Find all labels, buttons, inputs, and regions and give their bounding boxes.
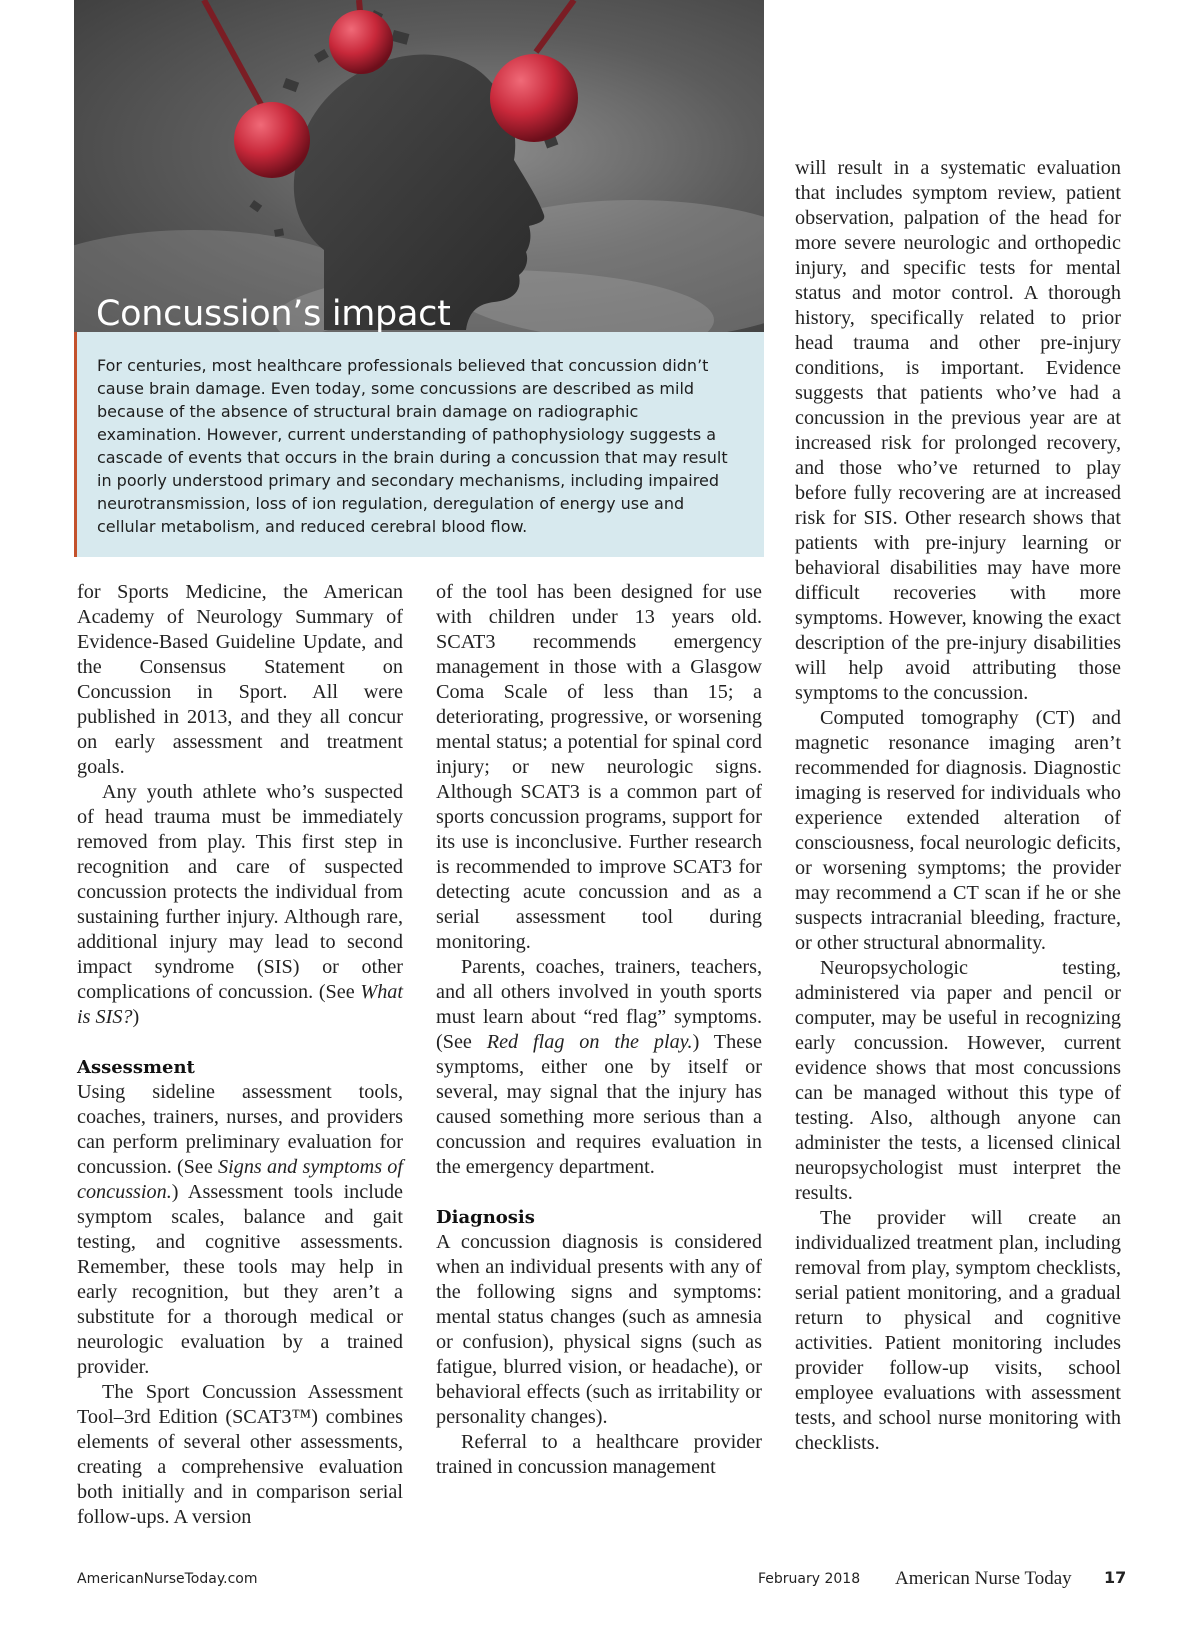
text-run: ) <box>132 1006 140 1028</box>
article-column-2 <box>436 580 762 1480</box>
wrecking-ball-right <box>490 54 578 142</box>
col2-paragraph-2 <box>436 955 762 1180</box>
sidebar-title: Concussion’s impact <box>96 294 451 332</box>
text-run: Using sideline assessment tools, coaches, trainers, nurses, and providers can perform preliminary evaluation for concussion. (See <box>77 1081 403 1178</box>
page-number: 17 <box>1104 1568 1127 1587</box>
cross-reference: Signs and symptoms of concussion. <box>77 1156 403 1203</box>
col3-paragraph-2: Computed tomography (CT) and magnetic resonance imaging aren’t recommended for diagnosis. Diagnostic imaging is reserved for individuals who experience extended alteration of consciousness, focal neurologic deficits, or worsening symptoms; the provider may recommend a CT scan if he or she suspects intracranial bleeding, fracture, or other structural abnormality. <box>795 707 1121 954</box>
heading-diagnosis: Diagnosis <box>436 1207 535 1228</box>
article-column-3 <box>795 156 1121 1456</box>
text-run: Parents, coaches, trainers, teachers, and all others involved in youth sports must learn about “red flag” symptoms. (See <box>436 956 762 1053</box>
col2-paragraph-1: of the tool has been designed for use with children under 13 years old. SCAT3 recommends emergency management in those with a Glasgow Coma Scale of less than 15; a deteriorating, progressive, or worsening mental status; a potential for spinal cord injury; or new neurologic signs. Although SCAT3 is a common part of sports concussion programs, support for its use is inconclusive. Further research is recommended to improve SCAT3 for detecting acute concussion and as a serial assessment tool during monitoring. <box>436 581 762 953</box>
hero-illustration <box>74 0 764 332</box>
cross-reference: Red flag on the play. <box>486 1031 693 1053</box>
col2-paragraph-4: Referral to a healthcare provider trained in concussion management <box>436 1431 762 1478</box>
col1-paragraph-3 <box>77 1080 403 1380</box>
sidebar-body: For centuries, most healthcare professionals believed that concussion didn’t cause brain damage. Even today, some concussions are described as mild because of the absence of structural brain damage on radiographic examination. However, current understanding of pathophysiology suggests a cascade of events that occurs in the brain during a concussion that may result in poorly understood primary and secondary mechanisms, including impaired neurotransmission, loss of ion regulation, deregulation of energy use and cellular metabolism, and reduced cerebral blood flow. <box>97 356 728 536</box>
col2-paragraph-3: A concussion diagnosis is considered when an individual presents with any of the following signs and symptoms: mental status changes (such as amnesia or confusion), physical signs (such as fatigue, blurred vision, or headache), or behavioral effects (such as irritability or personality changes). <box>436 1231 762 1428</box>
col3-paragraph-4: The provider will create an individualized treatment plan, including removal from play, symptom checklists, serial patient monitoring, and a gradual return to physical and cognitive activities. Patient monitoring includes provider follow-up visits, school employee evaluations with assessment tests, and school nurse monitoring with checklists. <box>795 1207 1121 1454</box>
col1-paragraph-2 <box>77 780 403 1030</box>
col1-paragraph-1: for Sports Medicine, the American Academy of Neurology Summary of Evidence-Based Guideline Update, and the Consensus Statement on Concussion in Sport. All were published in 2013, and they all concur on early assessment and treatment goals. <box>77 581 403 778</box>
sidebar-callout <box>74 332 764 557</box>
wrecking-ball-top <box>329 10 393 74</box>
col3-paragraph-1: will result in a systematic evaluation that includes symptom review, patient observation, palpation of the head for more severe neurologic and orthopedic injury, and specific tests for mental status and motor control. A thorough history, specifically related to prior head trauma and other pre-injury conditions, is important. Evidence suggests that patients who’ve had a concussion in the previous year are at increased risk for prolonged recovery, and those who’ve returned to play before fully recovering are at increased risk for SIS. Other research shows that patients with pre-injury learning or behavioral disabilities may have more difficult recoveries with more symptoms. However, knowing the exact description of the pre-injury disabilities will help avoid attributing those symptoms to the concussion. <box>795 157 1121 704</box>
article-column-1 <box>77 580 403 1530</box>
wrecking-ball-left <box>234 102 310 178</box>
footer-date: February 2018 <box>758 1571 861 1587</box>
footer-magazine-name: American Nurse Today <box>895 1568 1072 1589</box>
cross-reference: What is SIS? <box>77 981 403 1028</box>
text-run: ) These symptoms, either one by itself or several, may signal that the injury has caused something more serious than a concussion and requires evaluation in the emergency department. <box>436 1031 762 1178</box>
col3-paragraph-3: Neuropsychologic testing, administered via paper and pencil or computer, may be useful in recognizing early concussion. However, current evidence shows that most concussions can be managed without this type of testing. Also, although anyone can administer the tests, a licensed clinical neuropsychologist must interpret the results. <box>795 957 1121 1204</box>
text-run: ) Assessment tools include symptom scales, balance and gait testing, and cognitive assessments. Remember, these tools may help in early recognition, but they aren’t a substitute for a thorough medical or neurologic evaluation by a trained provider. <box>77 1181 403 1378</box>
text-run: Any youth athlete who’s suspected of head trauma must be immediately removed from play. This first step in recognition and care of suspected concussion protects the individual from sustaining further injury. Although rare, additional injury may lead to second impact syndrome (SIS) or other complications of concussion. (See <box>77 781 403 1003</box>
footer-website: AmericanNurseToday.com <box>77 1571 258 1587</box>
concussion-illustration <box>74 0 764 332</box>
heading-assessment: Assessment <box>77 1057 195 1078</box>
col1-paragraph-4: The Sport Concussion Assessment Tool–3rd Edition (SCAT3™) combines elements of several other assessments, creating a comprehensive evaluation both initially and in comparison serial follow-ups. A version <box>77 1381 403 1528</box>
